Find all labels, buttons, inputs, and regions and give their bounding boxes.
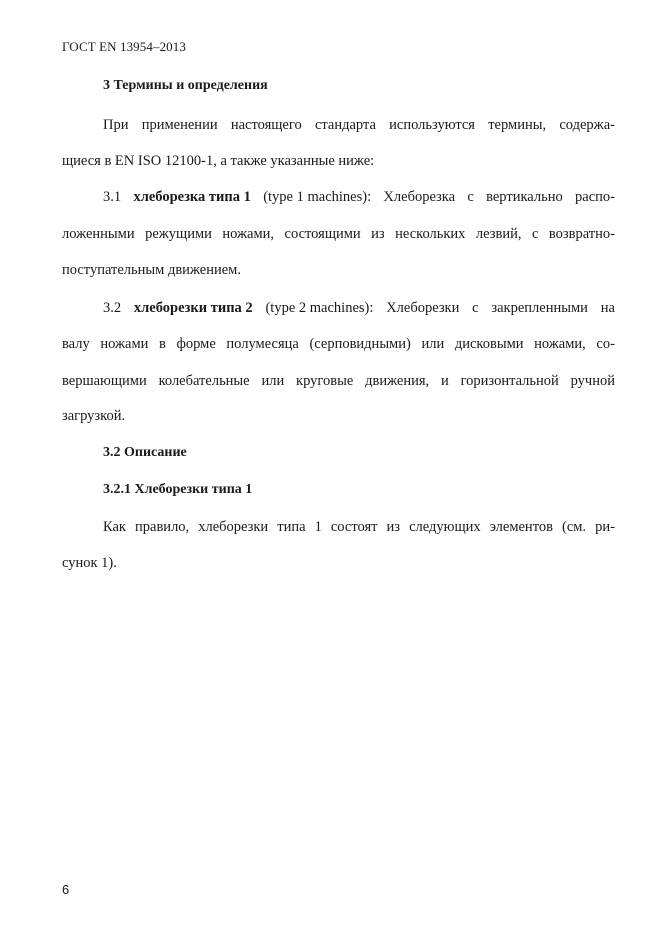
word: вертикально: [486, 189, 563, 205]
word: настоящего: [230, 117, 302, 133]
word: используются: [389, 117, 475, 133]
word: или: [261, 373, 285, 389]
word: (type 2 machines):: [265, 300, 374, 316]
word: элементов: [489, 519, 553, 535]
word: колебательные: [158, 373, 250, 389]
word: ручной: [570, 373, 615, 389]
word: ножами,: [534, 336, 586, 352]
word: со-: [596, 336, 615, 352]
word: дисковыми: [454, 336, 524, 352]
word: или: [421, 336, 445, 352]
paragraph-3-2-1-line-1: [103, 518, 615, 536]
word: с: [467, 189, 474, 205]
word: форме: [176, 336, 216, 352]
word: При: [103, 117, 129, 133]
word: с: [472, 300, 479, 316]
definition-3-2-number: 3.2: [103, 300, 122, 316]
word: Хлеборезки: [386, 300, 460, 316]
word: правило,: [135, 519, 190, 535]
page-number: 6: [62, 882, 70, 897]
word: состоящими: [284, 226, 361, 242]
word: хлеборезки: [198, 519, 269, 535]
word: (type 1 machines):: [263, 189, 372, 205]
word: содержа-: [559, 117, 615, 133]
word: Как: [103, 519, 126, 535]
word: валу: [62, 336, 90, 352]
word: термины,: [488, 117, 547, 133]
word: полумесяца: [226, 336, 299, 352]
word: Хлеборезка: [383, 189, 456, 205]
word: стандарта: [314, 117, 376, 133]
definition-3-2-term: хлеборезки типа 2: [133, 300, 253, 316]
definition-3-2-line-1: [103, 299, 615, 317]
definition-3-1-line-1: [103, 188, 615, 206]
word: 1: [314, 519, 322, 535]
word: (см.: [561, 519, 587, 535]
intro-line-2: щиеся в EN ISO 12100-1, а также указанные ниже:: [62, 153, 375, 169]
definition-3-1-number: 3.1: [103, 189, 122, 205]
word: состоят: [330, 519, 378, 535]
word: ложенными: [62, 226, 135, 242]
section-3-2-heading: 3.2 Описание: [103, 445, 187, 460]
word: из: [371, 226, 385, 242]
word: круговые: [296, 373, 354, 389]
word: режущими: [145, 226, 212, 242]
word: движения,: [365, 373, 430, 389]
word: вершающими: [62, 373, 147, 389]
word: из: [386, 519, 401, 535]
word: (серповидными): [309, 336, 411, 352]
word: ножами,: [222, 226, 275, 242]
definition-3-1-term: хлеборезка типа 1: [133, 189, 251, 205]
definition-3-1-line-2: [62, 225, 615, 243]
word: возвратно-: [548, 226, 615, 242]
word: в: [159, 336, 166, 352]
section-3-heading: 3 Термины и определения: [103, 78, 268, 93]
definition-3-2-line-4: загрузкой.: [62, 408, 126, 424]
section-3-2-1-heading: 3.2.1 Хлеборезки типа 1: [103, 482, 253, 497]
word: на: [600, 300, 615, 316]
definition-3-2-line-3: [62, 372, 615, 390]
word: закрепленными: [491, 300, 588, 316]
word: ножами: [100, 336, 149, 352]
word: нескольких: [395, 226, 466, 242]
definition-3-1-line-3: поступательным движением.: [62, 262, 241, 278]
word: ри-: [595, 519, 615, 535]
word: и: [440, 373, 449, 389]
word: типа: [277, 519, 306, 535]
word: применении: [141, 117, 218, 133]
word: с: [531, 226, 539, 242]
word: лезвий,: [475, 226, 522, 242]
word: следующих: [409, 519, 481, 535]
document-header: ГОСТ EN 13954–2013: [62, 39, 186, 54]
definition-3-2-line-2: [62, 335, 615, 353]
paragraph-3-2-1-line-2: сунок 1).: [62, 555, 117, 571]
intro-line-1: [103, 116, 615, 134]
word: распо-: [575, 189, 615, 205]
word: горизонтальной: [460, 373, 559, 389]
